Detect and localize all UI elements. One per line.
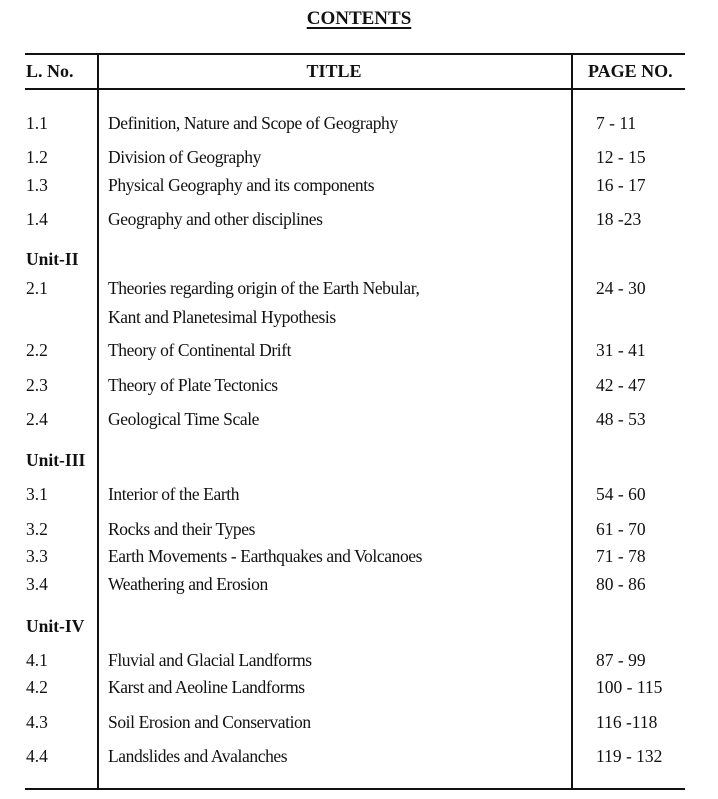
lesson-number: 3.3: [26, 546, 48, 566]
unit-heading: Unit-II: [26, 249, 79, 269]
lesson-number: 4.4: [26, 746, 48, 766]
lesson-title: Theories regarding origin of the Earth Nebular,: [108, 278, 420, 298]
column-divider-right: [571, 54, 573, 790]
page-range: 80 - 86: [596, 574, 646, 594]
column-divider-left: [97, 54, 99, 790]
lesson-number: 4.1: [26, 650, 48, 670]
page-range: 119 - 132: [596, 746, 663, 766]
table-bottom-rule: [25, 788, 685, 790]
lesson-title-continued: Kant and Planetesimal Hypothesis: [108, 307, 336, 327]
page-range: 12 - 15: [596, 147, 646, 167]
unit-heading: Unit-IV: [26, 616, 85, 636]
lesson-number: 1.4: [26, 209, 48, 229]
lesson-number: 3.2: [26, 519, 48, 539]
lesson-title: Theory of Continental Drift: [108, 340, 292, 360]
page-range: 100 - 115: [596, 677, 663, 697]
page-range: 18 -23: [596, 209, 642, 229]
lesson-title: Geography and other disciplines: [108, 209, 323, 229]
table-top-rule: [25, 53, 685, 55]
page-range: 42 - 47: [596, 375, 646, 395]
page-range: 116 -118: [596, 712, 658, 732]
page-range: 87 - 99: [596, 650, 646, 670]
lesson-number: 2.4: [26, 409, 48, 429]
lesson-title: Fluvial and Glacial Landforms: [108, 650, 312, 670]
lesson-title: Physical Geography and its components: [108, 175, 375, 195]
lesson-number: 4.2: [26, 677, 48, 697]
lesson-number: 3.4: [26, 574, 48, 594]
lesson-title: Earth Movements - Earthquakes and Volcanoes: [108, 546, 423, 566]
lesson-title: Karst and Aeoline Landforms: [108, 677, 305, 697]
lesson-number: 2.3: [26, 375, 48, 395]
lesson-title: Geological Time Scale: [108, 409, 260, 429]
header-title: TITLE: [306, 61, 362, 81]
lesson-title: Landslides and Avalanches: [108, 746, 288, 766]
page-range: 7 - 11: [596, 113, 637, 133]
lesson-number: 1.3: [26, 175, 48, 195]
lesson-title: Soil Erosion and Conservation: [108, 712, 311, 732]
lesson-number: 3.1: [26, 484, 48, 504]
lesson-number: 2.1: [26, 278, 48, 298]
page-range: 48 - 53: [596, 409, 646, 429]
page-range: 16 - 17: [596, 175, 646, 195]
lesson-title: Division of Geography: [108, 147, 261, 167]
lesson-number: 1.2: [26, 147, 48, 167]
header-bottom-rule: [25, 88, 685, 90]
contents-heading-text: CONTENTS: [306, 8, 412, 29]
lesson-number: 4.3: [26, 712, 48, 732]
lesson-title: Definition, Nature and Scope of Geography: [108, 113, 398, 133]
lesson-title: Theory of Plate Tectonics: [108, 375, 278, 395]
page-range: 71 - 78: [596, 546, 646, 566]
page-range: 31 - 41: [596, 340, 646, 360]
contents-heading: [0, 8, 718, 30]
lesson-number: 2.2: [26, 340, 48, 360]
unit-heading: Unit-III: [26, 450, 86, 470]
lesson-title: Interior of the Earth: [108, 484, 240, 504]
header-lno: L. No.: [26, 61, 74, 81]
lesson-number: 1.1: [26, 113, 48, 133]
lesson-title: Weathering and Erosion: [108, 574, 268, 594]
lesson-title: Rocks and their Types: [108, 519, 256, 539]
header-page: PAGE NO.: [588, 61, 673, 81]
page-range: 24 - 30: [596, 278, 646, 298]
page-range: 54 - 60: [596, 484, 646, 504]
page-range: 61 - 70: [596, 519, 646, 539]
